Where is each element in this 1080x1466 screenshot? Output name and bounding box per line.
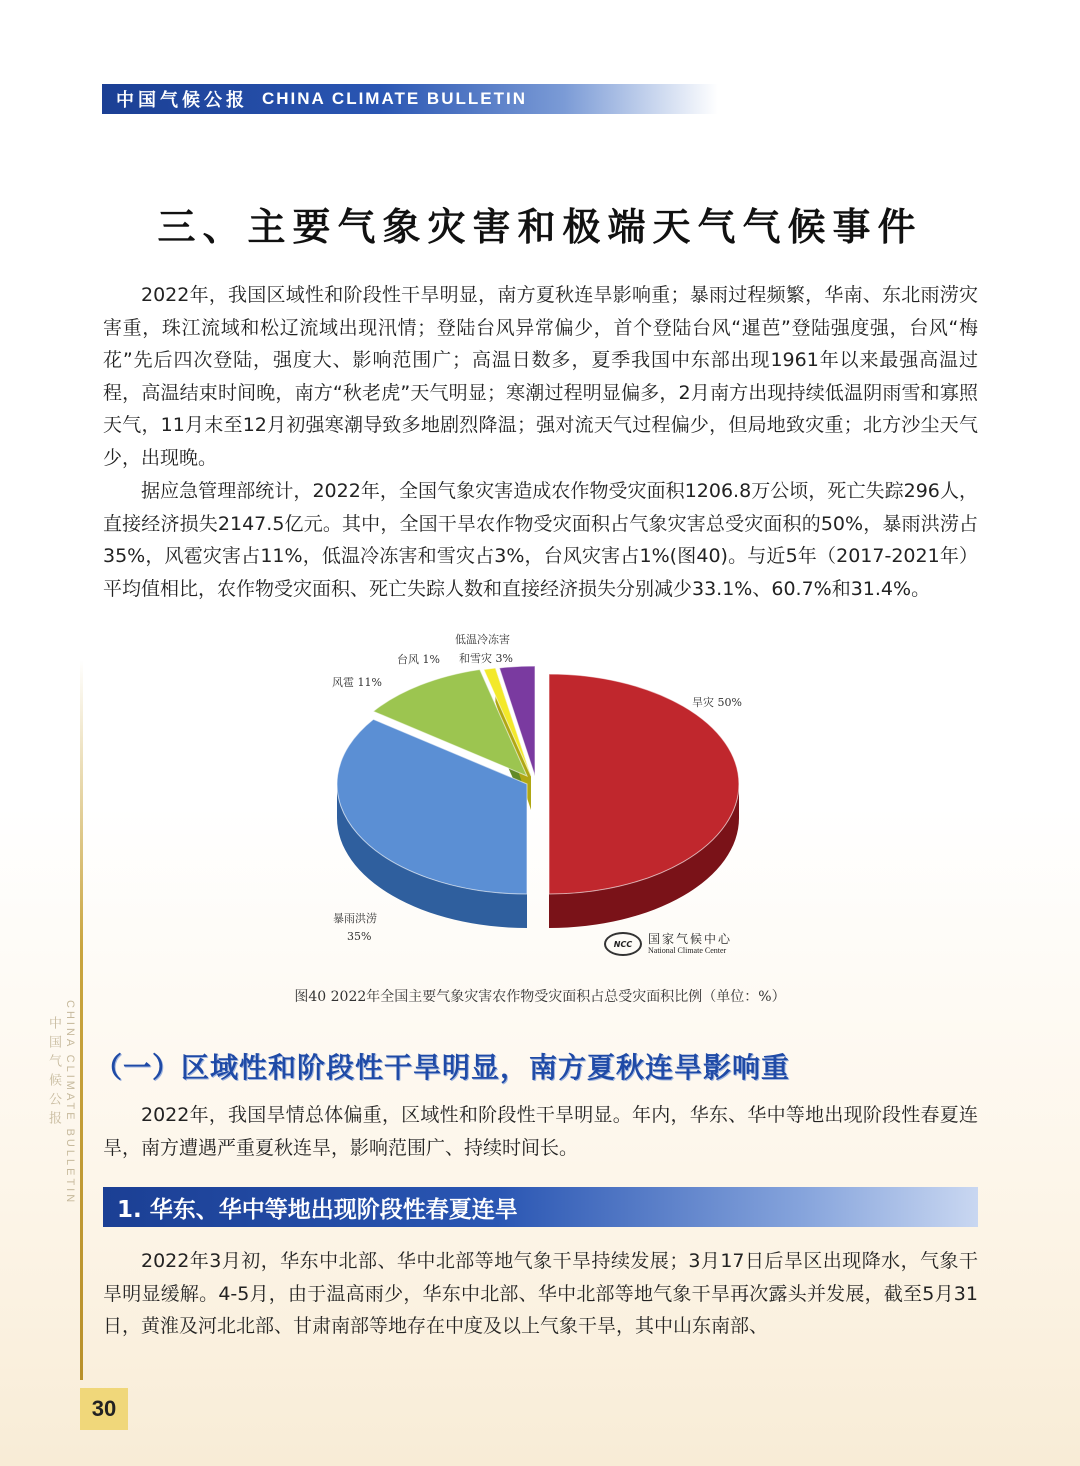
side-decoration-line [80,660,83,1380]
ncc-name-cn: 国家气候中心 [648,932,733,946]
figure-caption: 图40 2022年全国主要气象灾害农作物受灾面积占总受灾面积比例（单位：%） [294,989,786,1005]
page-title: 三、主要气象灾害和极端天气气候事件 [157,205,923,249]
subheading-text: 1. 华东、华中等地出现阶段性春夏连旱 [117,1196,518,1223]
section-heading: （一）区域性和阶段性干旱明显，南方夏秋连旱影响重 [94,1051,791,1084]
paragraph-overview: 2022年，我国区域性和阶段性干旱明显，南方夏秋连旱影响重；暴雨过程频繁，华南、东北雨涝灾害重，珠江流域和松辽流域出现汛情；登陆台风异常偏少，首个登陆台风“暹芭”登陆强度强，台风“梅花”先后四次登陆，强度大、影响范围广；高温日数多，夏季我国中东部出现1961年以来最强高温过程，高温结束时间晚，南方“秋老虎”天气明显；寒潮过程明显偏多，2月南方出现持续低温阴雨雪和寡照天气，11月末至12月初强寒潮导致多地剧烈降温；强对流天气过程偏少，但局地致灾重；北方沙尘天气少，出现晚。 [103,284,978,469]
header-title-en: CHINA CLIMATE BULLETIN [262,89,527,108]
slice-label-cold-name: 低温冷冻害 [455,633,510,646]
slice-label-hail: 风雹 11% [332,676,382,689]
ncc-name-en: National Climate Center [648,946,727,955]
subheading-banner [103,1187,978,1227]
pie-chart-svg [290,630,810,970]
ncc-emblem: NCC [604,932,642,956]
slice-label-flood-value: 35% [347,930,372,943]
paragraph-spring-drought: 2022年3月初，华东中北部、华中北部等地气象干旱持续发展；3月17日后旱区出现降水，气象干旱明显缓解。4-5月，由于温高雨少，华东中北部、华中北部等地气象干旱再次露头并发展，截至5月31日，黄淮及河北北部、甘肃南部等地存在中度及以上气象干旱，其中山东南部、 [103,1250,978,1337]
slice-label-typhoon: 台风 1% [397,653,440,666]
side-title-cn: 中国气候公报 [47,1016,62,1130]
paragraph-statistics: 据应急管理部统计，2022年，全国气象灾害造成农作物受灾面积1206.8万公顷，死亡失踪296人，直接经济损失2147.5亿元。其中，全国干旱农作物受灾面积占气象灾害总受灾面积的50%，暴雨洪涝占35%，风雹灾害占11%，低温冷冻害和雪灾占3%，台风灾害占1%(图40)。与近5年（2017-2021年）平均值相比，农作物受灾面积、死亡失踪人数和直接经济损失分别减少33.1%、60.7%和31.4%。 [103,480,978,600]
header-banner [102,84,718,114]
side-title-en: CHINA CLIMATE BULLETIN [64,1000,76,1206]
slice-label-cold-value: 和雪灾 3% [459,652,513,665]
disaster-pie-chart [290,630,810,970]
header-title-cn: 中国气候公报 [116,90,248,111]
slice-label-flood-name: 暴雨洪涝 [333,912,377,925]
paragraph-drought-summary: 2022年，我国旱情总体偏重，区域性和阶段性干旱明显。年内，华东、华中等地出现阶段性春夏连旱，南方遭遇严重夏秋连旱，影响范围广、持续时间长。 [103,1104,978,1159]
pie-tops [337,666,739,894]
page-number: 30 [80,1388,128,1430]
slice-label-drought: 旱灾 50% [692,696,742,709]
ncc-logo [604,932,732,956]
side-running-title [47,1000,76,1206]
